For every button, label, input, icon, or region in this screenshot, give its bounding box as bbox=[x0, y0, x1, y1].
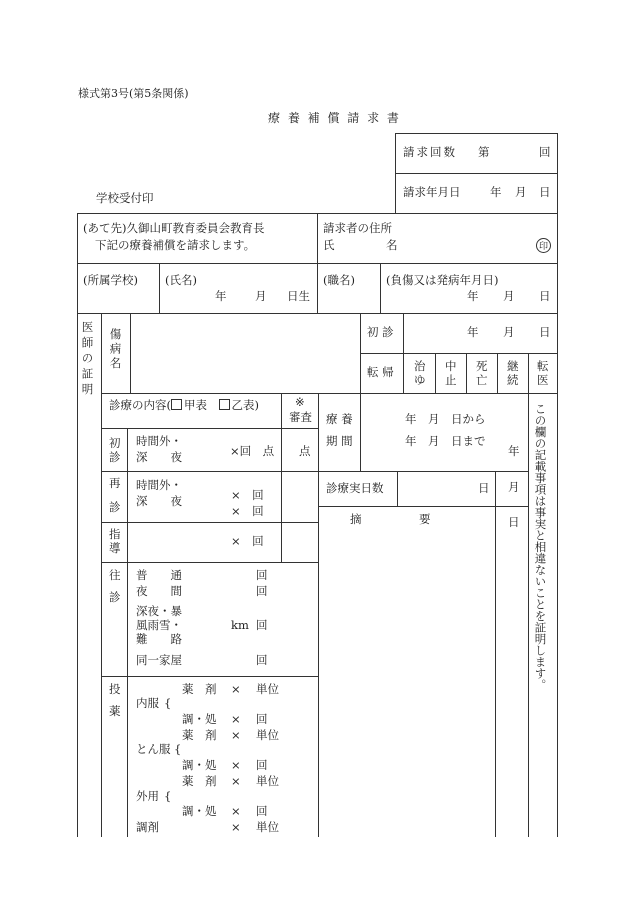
first-visit-year: 年 bbox=[467, 325, 479, 339]
first-times: ×回 点 bbox=[230, 444, 275, 458]
review-divider-left-2 bbox=[281, 468, 282, 562]
med-tonpuku-prep-x: × bbox=[231, 758, 241, 772]
request-date-label: 請求年月日 bbox=[403, 185, 461, 199]
visit-same-house-times: 回 bbox=[256, 653, 268, 667]
person-name-label: (氏名) bbox=[165, 273, 197, 287]
addressee-statement: 下記の療養補償を請求します。 bbox=[95, 238, 256, 252]
certify-date-divider bbox=[495, 471, 496, 837]
birth-month: 月 bbox=[255, 289, 267, 303]
doctor-certification-label: 医師の証明 bbox=[80, 321, 95, 399]
med-internal-drug-unit: 単位 bbox=[256, 682, 279, 696]
visit-storm-times: 回 bbox=[256, 618, 268, 632]
med-tonpuku-drug: 薬 剤 bbox=[182, 728, 217, 742]
form-number: 様式第3号(第5条関係) bbox=[78, 87, 189, 100]
visit-label-2: 診 bbox=[109, 590, 121, 604]
certify-year: 年 bbox=[508, 444, 520, 458]
summary-top bbox=[318, 506, 528, 507]
claimant-name-label-1: 氏 bbox=[323, 238, 335, 252]
injury-name-label: 傷病名 bbox=[108, 328, 123, 372]
med-external-brace: { bbox=[164, 789, 172, 803]
med-external-drug-unit: 単位 bbox=[256, 774, 279, 788]
outcome-transfer: 転 bbox=[537, 359, 549, 373]
form-b-label: 乙表) bbox=[231, 398, 259, 412]
revisit-label-1: 再 bbox=[109, 476, 121, 490]
outcome-continued-2: 続 bbox=[507, 373, 519, 387]
claimant-name-label-2: 名 bbox=[386, 238, 398, 252]
outcome-divider-3 bbox=[497, 353, 498, 393]
med-internal-drug-x: × bbox=[231, 682, 241, 696]
first-visit-day: 日 bbox=[539, 325, 551, 339]
outcome-death-2: 亡 bbox=[476, 373, 488, 387]
revisit-row-top bbox=[101, 471, 318, 472]
birth-year: 年 bbox=[215, 289, 227, 303]
guidance-row-top bbox=[101, 522, 318, 523]
med-external-label: 外用 bbox=[136, 789, 159, 803]
medication-row-top bbox=[101, 676, 318, 677]
content-row-top bbox=[101, 393, 557, 394]
first-label-2: 診 bbox=[109, 450, 121, 464]
outcome-healed: 治 bbox=[414, 359, 426, 373]
med-external-drug: 薬 剤 bbox=[182, 774, 217, 788]
outcome-divider-4 bbox=[528, 353, 529, 393]
certify-day: 日 bbox=[508, 515, 520, 529]
request-count-label: 請求回数 bbox=[403, 145, 457, 159]
claimant-address-label: 請求者の住所 bbox=[323, 221, 392, 235]
guidance-times: × 回 bbox=[231, 534, 264, 548]
item-label-divider bbox=[127, 428, 128, 837]
outcome-stopped-2: 止 bbox=[445, 373, 457, 387]
first-visit-label: 初 診 bbox=[367, 325, 394, 339]
seal-mark: 印 bbox=[536, 238, 551, 253]
position-label: (職名) bbox=[323, 273, 355, 287]
form-a-label: 甲表 bbox=[184, 398, 207, 412]
visit-same-house: 同一家屋 bbox=[136, 653, 182, 667]
checkbox-form-a[interactable] bbox=[171, 399, 182, 410]
first-label-1: 初 bbox=[109, 436, 121, 450]
injury-day: 日 bbox=[539, 289, 551, 303]
school-label: (所属学校) bbox=[83, 273, 138, 287]
certify-text-divider bbox=[528, 393, 529, 837]
med-internal-brace: { bbox=[164, 696, 172, 710]
outcome-stopped: 中 bbox=[445, 359, 457, 373]
injury-date-label: (負傷又は発病年月日) bbox=[386, 273, 499, 287]
outcome-transfer-2: 医 bbox=[537, 373, 549, 387]
outcome-divider-1 bbox=[435, 353, 436, 393]
visit-label-1: 往 bbox=[109, 568, 121, 582]
revisit-times-2: × 回 bbox=[231, 504, 264, 518]
outcome-healed-2: ゆ bbox=[414, 373, 426, 387]
info-divider-1 bbox=[159, 263, 160, 313]
med-internal-drug: 薬 剤 bbox=[182, 682, 217, 696]
school-stamp-label: 学校受付印 bbox=[96, 191, 154, 205]
outcome-label: 転 帰 bbox=[367, 365, 394, 379]
outcome-continued: 継 bbox=[507, 359, 519, 373]
request-count-suffix: 回 bbox=[539, 145, 551, 159]
request-box-left bbox=[395, 133, 396, 213]
certify-month: 月 bbox=[508, 480, 520, 494]
treatment-divider bbox=[360, 393, 361, 471]
page-title: 療 養 補 償 請 求 書 bbox=[268, 111, 401, 125]
request-box-mid bbox=[395, 173, 557, 174]
certify-statement: この欄の記載事項は事実と相違ないことを証明します。 bbox=[533, 403, 548, 691]
first-row-top bbox=[101, 428, 318, 429]
doctor-label-divider bbox=[101, 313, 102, 837]
first-points: 点 bbox=[299, 444, 311, 458]
period-to: 年 月 日まで bbox=[405, 434, 486, 448]
request-month: 月 bbox=[515, 185, 527, 199]
visit-night-times: 回 bbox=[256, 584, 268, 598]
actual-days-divider bbox=[397, 471, 398, 506]
visit-storm-1: 深夜・暴 bbox=[136, 604, 182, 618]
left-border bbox=[77, 213, 78, 837]
med-prescription-x: × bbox=[231, 820, 241, 834]
visit-night: 夜 間 bbox=[136, 584, 182, 598]
outcome-divider-2 bbox=[466, 353, 467, 393]
first-visit-month: 月 bbox=[503, 325, 515, 339]
revisit-line-1: 時間外・ bbox=[136, 478, 182, 492]
actual-days-top bbox=[318, 471, 528, 472]
medication-label-2: 薬 bbox=[109, 704, 121, 718]
treatment-label-2: 期 間 bbox=[326, 434, 353, 448]
injury-month: 月 bbox=[503, 289, 515, 303]
visit-normal: 普 通 bbox=[136, 568, 182, 582]
visit-storm-2: 風雨雪・ bbox=[136, 618, 182, 632]
content-label-text: 診療の内容( bbox=[109, 398, 171, 412]
medication-label-1: 投 bbox=[109, 682, 121, 696]
med-tonpuku-prep-count: 回 bbox=[256, 758, 268, 772]
review-label: 審査 bbox=[289, 410, 312, 424]
med-external-prep: 調・処 bbox=[182, 804, 217, 818]
first-line-1: 時間外・ bbox=[136, 434, 182, 448]
med-tonpuku-drug-unit: 単位 bbox=[256, 728, 279, 742]
guidance-label-2: 導 bbox=[109, 541, 121, 555]
med-external-prep-count: 回 bbox=[256, 804, 268, 818]
med-prescription-unit: 単位 bbox=[256, 820, 279, 834]
injury-name-divider bbox=[130, 313, 131, 393]
request-box-top bbox=[395, 133, 557, 134]
injury-year: 年 bbox=[467, 289, 479, 303]
right-border bbox=[557, 133, 558, 837]
visit-storm-3: 難 路 bbox=[136, 632, 182, 646]
review-divider-left bbox=[281, 393, 282, 468]
first-line-2: 深 夜 bbox=[136, 450, 182, 464]
med-external-prep-x: × bbox=[231, 804, 241, 818]
med-tonpuku-prep: 調・処 bbox=[182, 758, 217, 772]
med-prescription-label: 調剤 bbox=[136, 820, 159, 834]
content-label bbox=[109, 399, 259, 412]
guidance-label-1: 指 bbox=[109, 527, 121, 541]
checkbox-form-b[interactable] bbox=[219, 399, 230, 410]
med-tonpuku-drug-x: × bbox=[231, 728, 241, 742]
row-info-top bbox=[77, 263, 557, 264]
visit-row-top bbox=[101, 562, 318, 563]
request-count-prefix: 第 bbox=[478, 145, 490, 159]
info-divider-2 bbox=[380, 263, 381, 313]
actual-days-unit: 日 bbox=[478, 481, 490, 495]
revisit-label-2: 診 bbox=[109, 500, 121, 514]
review-divider-right bbox=[318, 393, 319, 837]
birth-day: 日生 bbox=[287, 289, 310, 303]
med-internal-prep-count: 回 bbox=[256, 712, 268, 726]
med-internal-prep-x: × bbox=[231, 712, 241, 726]
actual-days-label: 診療実日数 bbox=[326, 481, 384, 495]
med-internal-label: 内服 bbox=[136, 696, 159, 710]
request-year: 年 bbox=[490, 185, 502, 199]
med-external-drug-x: × bbox=[231, 774, 241, 788]
revisit-times-1: × 回 bbox=[231, 488, 264, 502]
addressee-to: (あて先)久御山町教育委員会教育長 bbox=[83, 221, 265, 235]
summary-label: 摘 要 bbox=[350, 512, 431, 526]
visit-km: km bbox=[231, 618, 249, 632]
review-mark: ※ bbox=[295, 395, 305, 409]
outcome-death: 死 bbox=[476, 359, 488, 373]
med-tonpuku-label: とん服 bbox=[136, 742, 171, 756]
visit-normal-times: 回 bbox=[256, 568, 268, 582]
request-day: 日 bbox=[539, 185, 551, 199]
period-from: 年 月 日から bbox=[405, 412, 486, 426]
row-doctor-top bbox=[77, 313, 557, 314]
treatment-label-1: 療 養 bbox=[326, 412, 353, 426]
med-tonpuku-brace: { bbox=[174, 742, 182, 756]
med-internal-prep: 調・処 bbox=[182, 712, 217, 726]
revisit-line-2: 深 夜 bbox=[136, 494, 182, 508]
